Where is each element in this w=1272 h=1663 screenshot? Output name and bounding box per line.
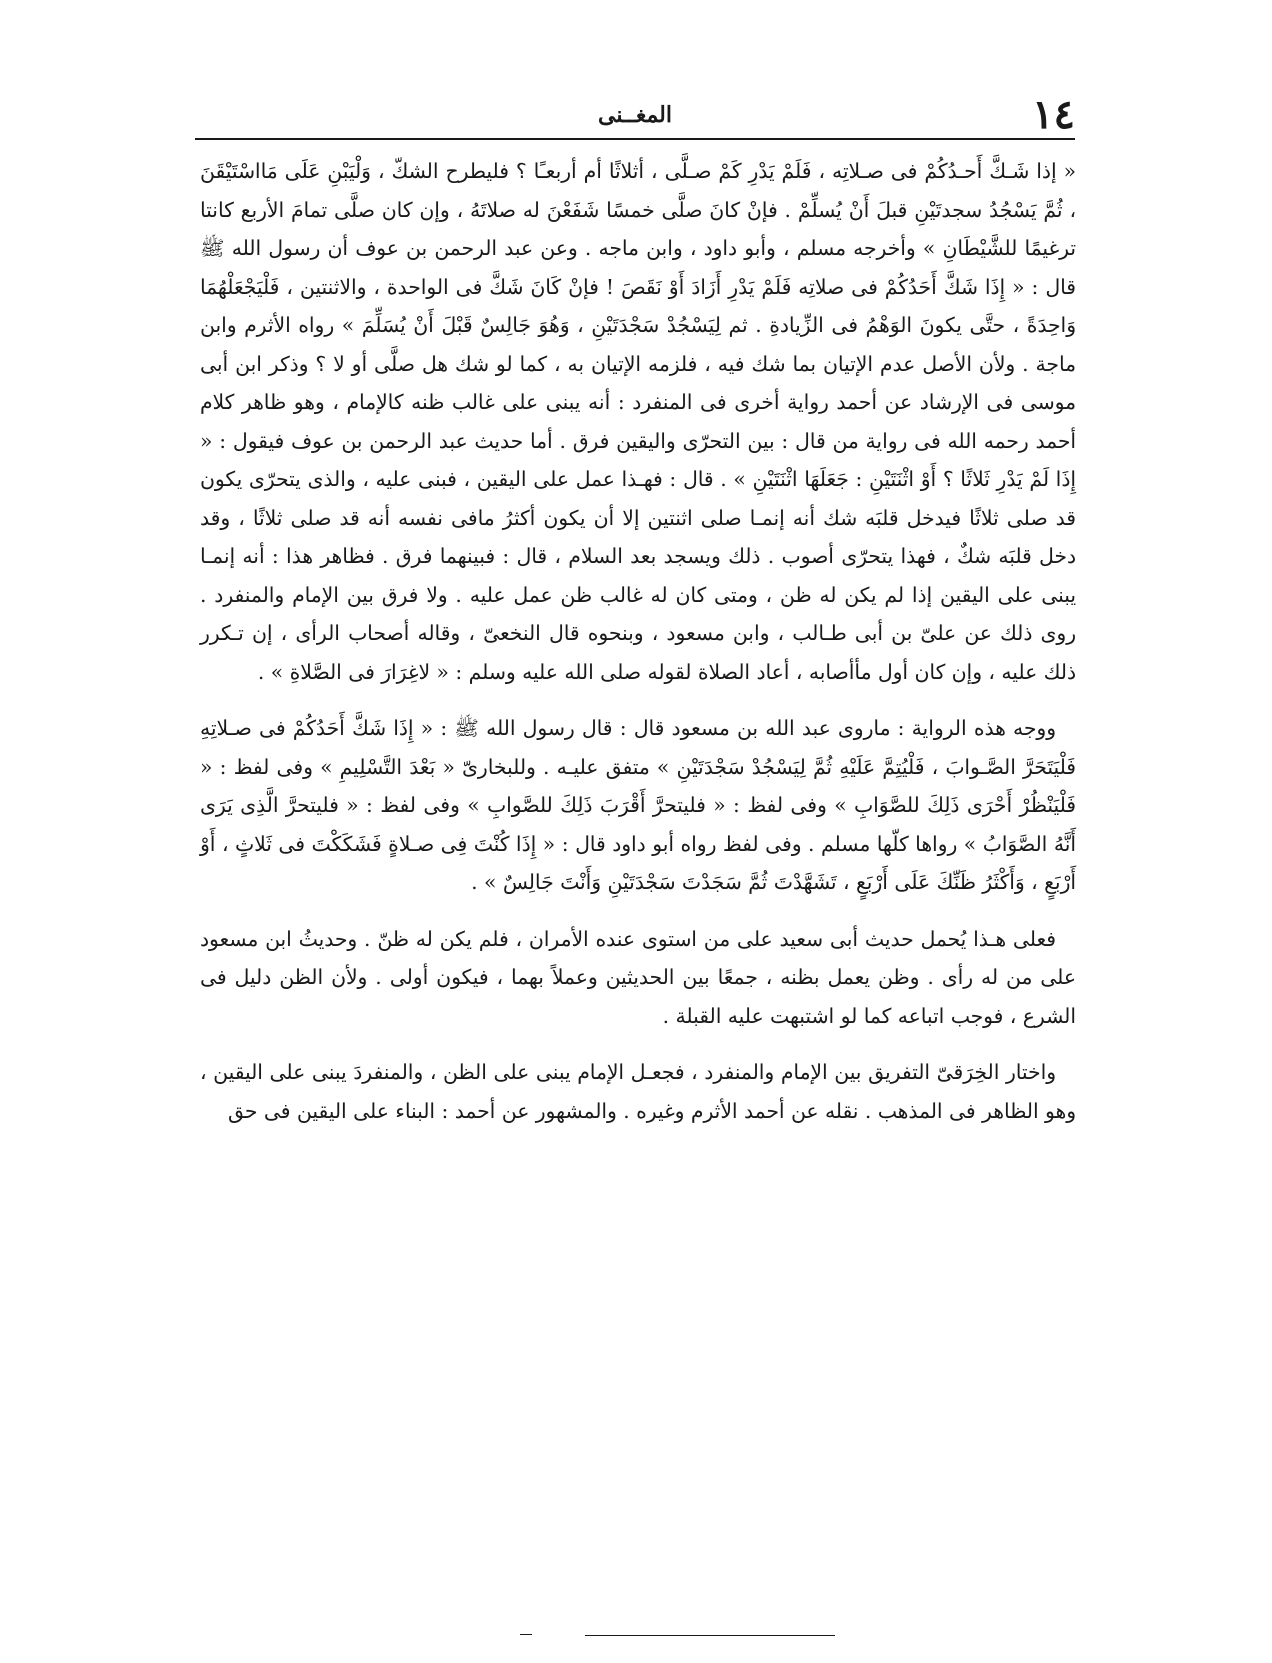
running-title: المغــنى bbox=[597, 102, 672, 128]
page-body bbox=[200, 152, 1076, 1130]
paragraph-4: واختار الخِرَقىّ التفريق بين الإمام والمنفرد ، فجعـل الإمام يبنى على الظن ، والمنفردَ يبنى على اليقين ، وهو الظاهر فى المذهب . نقله عن أحمد الأثرم وغيره . والمشهور عن أحمد : البناء على اليقين فى حق bbox=[200, 1060, 1076, 1123]
paragraph-1: « إذا شَـكَّ أَحـدُكُمْ فى صـلاتِه ، فَلَمْ يَدْرِ كَمْ صـلَّى ، أثلاثًا أم أربعـًا ؟ فليطرح الشكّ ، وَلْيَبْنِ عَلَى مَااسْتَيْقَنَ ، ثُمَّ يَسْجُدُ سجدتَيْنِ قبلَ أَنْ يُسلِّمْ . فإنْ كانَ صلَّى خمسًا شَفَعْنَ له صلاتَهُ ، وإن كان صلَّى تمامَ الأربع كانتا ترغيمًا للشَّيْطَانِ » وأخرجه مسلم ، وأبو داود ، وابن ماجه . وعن عبد الرحمن بن عوف أن رسول الله ﷺ قال : « إِذَا شَكَّ أَحَدُكُمْ فى صلاتِه فَلَمْ يَدْرِ أَزَادَ أَوْ نَقَصَ ! فإنْ كَانَ شَكَّ فى الواحدة ، والاثنتين ، فَلْيَجْعَلْهُمَا وَاحِدَةً ، حتَّى يكونَ الوَهْمُ فى الزِّيادةِ . ثم لِيَسْجُدْ سَجْدَتَيْنِ ، وَهُوَ جَالِسٌ قَبْلَ أَنْ يُسَلِّمَ » رواه الأثرم وابن ماجة . ولأن الأصل عدم الإتيان بما شك فيه ، فلزمه الإتيان به ، كما لو شك هل صلَّى أو لا ؟ وذكر ابن أبى موسى فى الإرشاد عن أحمد رواية أخرى فى المنفرد : أنه يبنى على غالب ظنه كالإمام ، وهو ظاهر كلام أحمد رحمه الله فى رواية من قال : بين التحرّى واليقين فرق . أما حديث عبد الرحمن بن عوف فيقول : « إِذَا لَمْ يَدْرِ ثَلاثًا ؟ أَوْ اثْنَتَيْنِ : جَعَلَهَا اثْنَتَيْنِ » . قال : فهـذا عمل على اليقين ، فبنى عليه ، والذى يتحرّى يكون قد صلى ثلاثًا فيدخل قلبَه شك أنه إنمـا صلى اثنتين إلا أن يكون أكثرُ مافى نفسه أنه قد صلى ثلاثًا ، وقد دخل قلبَه شكٌ ، فهذا يتحرّى أصوب . ذلك ويسجد بعد السلام ، قال : فبينهما فرق . فظاهر هذا : أنه إنمـا يبنى على اليقين إذا لم يكن له ظن ، ومتى كان له غالب ظن عمل عليه . ولا فرق بين الإمام والمنفرد . روى ذلك عن علىّ بن أبى طـالب ، وابن مسعود ، وبنحوه قال النخعىّ ، وقاله أصحاب الرأى ، إن تـكرر ذلك عليه ، وإن كان أول مأأصابه ، أعاد الصلاة لقوله صلى الله عليه وسلم : « لاغِرَارَ فى الصَّلاةِ » . bbox=[200, 159, 1076, 684]
paragraph-3: فعلى هـذا يُحمل حديث أبى سعيد على من استوى عنده الأمران ، فلم يكن له ظنّ . وحديثُ ابن مسعود على من له رأى . وظن يعمل بظنه ، جمعًا بين الحديثين وعملاً بهما ، فيكون أولى . ولأن الظن دليل فى الشرع ، فوجب اتباعه كما لو اشتبهت عليه القبلة . bbox=[200, 926, 1076, 1028]
footer-rule bbox=[585, 1635, 835, 1636]
page-header bbox=[195, 92, 1075, 142]
footer-tick bbox=[520, 1634, 532, 1635]
paragraph-2: ووجه هذه الرواية : ماروى عبد الله بن مسعود قال : قال رسول الله ﷺ : « إِذَا شَكَّ أَحَدُكُمْ فى صـلاتِهِ فَلْيَتَحَرَّ الصَّـوابَ ، فَلْيُتِمَّ عَلَيْهِ ثُمَّ لِيَسْجُدْ سَجْدَتَيْنِ » متفق عليـه . وللبخارىّ « بَعْدَ التَّسْلِيمِ » وفى لفظ : « فَلْيَنْظُرْ أَحْرَى ذَلِكَ للصَّوَابِ » وفى لفظ : « فليتحرَّ أَقْرَبَ ذَلِكَ للصَّوابِ » وفى لفظ : « فليتحرَّ الَّذِى يَرَى أَنَّهُ الصَّوَابُ » رواها كلّها مسلم . وفى لفظ رواه أبو داود قال : « إِذَا كُنْتَ فِى صـلاةٍ فَشَكَكْتَ فى ثَلاثٍ ، أَوْ أَرْبَعٍ ، وَأَكْثَرُ ظَنِّكَ عَلَى أَرْبَعٍ ، تَشَهَّدْتَ ثُمَّ سَجَدْتَ سَجْدَتَيْنِ وَأَنْتَ جَالِسٌ » . bbox=[200, 716, 1076, 894]
page-number: ١٤ bbox=[1032, 91, 1075, 138]
header-rule bbox=[195, 138, 1075, 140]
